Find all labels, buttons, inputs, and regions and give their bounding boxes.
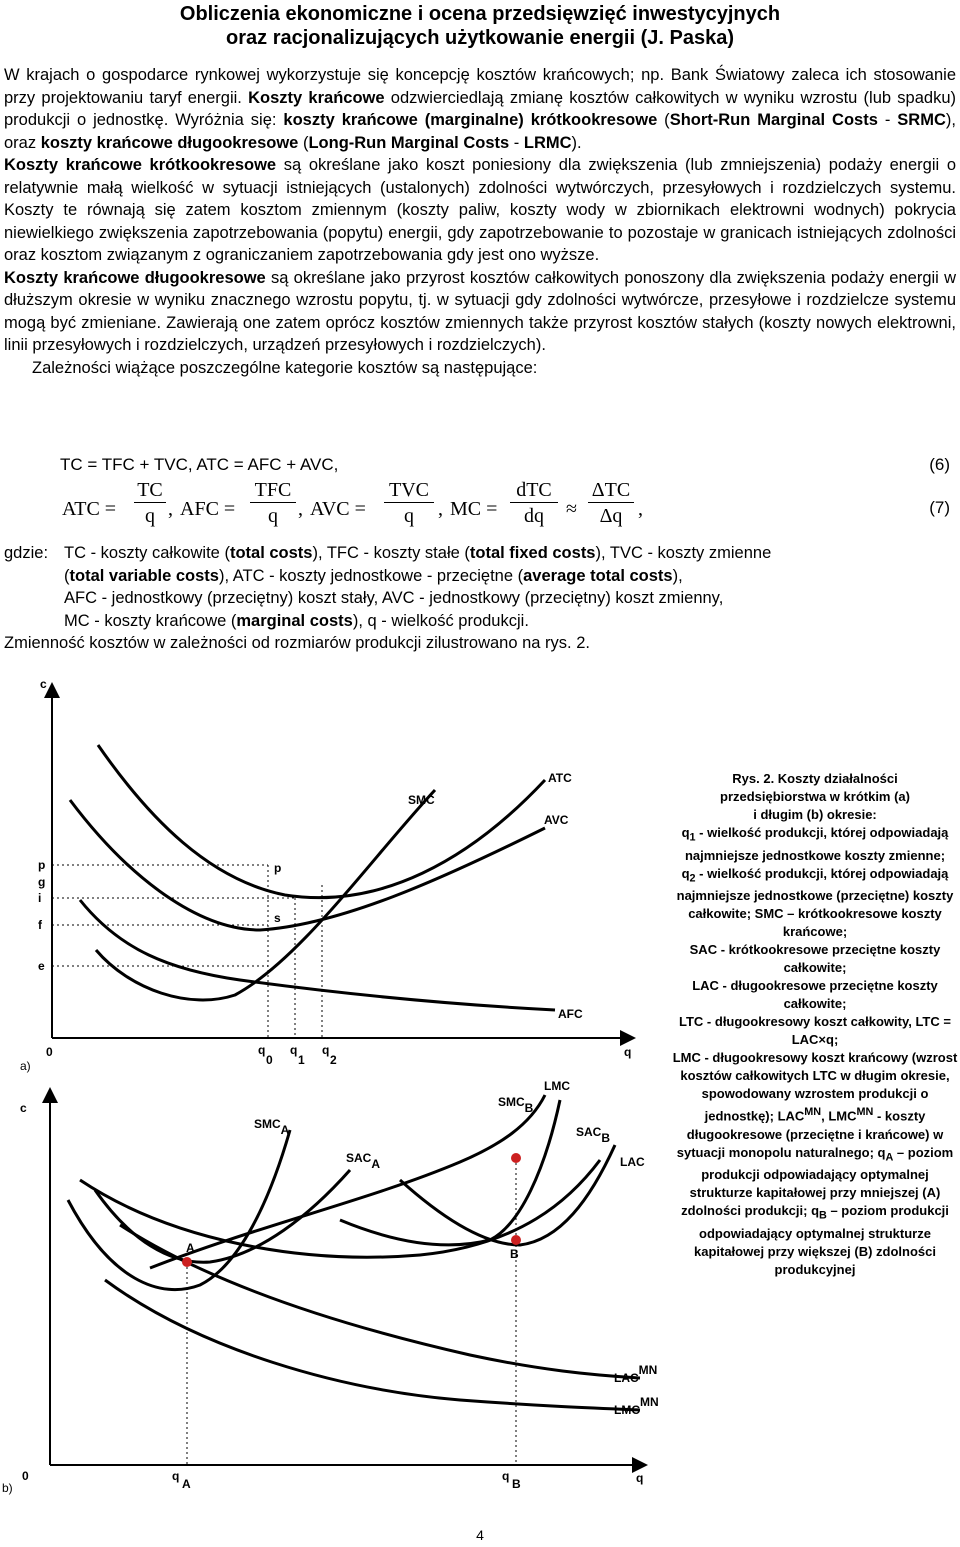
label-lac: LAC [620,1155,645,1169]
svg-text:p: p [38,858,46,872]
avc-label: AVC = [310,498,366,520]
fig-a-y-label: c [40,677,47,691]
paragraph-2: Koszty krańcowe krótkookresowe są określane jako koszt poniesiony dla zwiększenia (lub zmniejszenia) podaży energii o relatywnie małą wielkość w sytuacji istniejących (ustalonych) zdolności wytwórczych, przesyłowych i rozdzielczych systemu. Koszty te równają się zatem kosztom zmiennym (koszty paliw, koszty wody w zbiornikach elektrowni wodnych) pokrycia niewielkiego zwiększenia zapotrzebowania (popytu) energii, gdy zapotrzebowanie to pozostaje w granicach istniejących zdolności oraz kosztom związanym z ograniczaniem zapotrzebowania gdy jest ono wyższe. [4,156,956,264]
fig-b-y-label: c [20,1101,27,1115]
formula-7: ATC = $\frac{TC}{q}$ , AFC = TFC q , AVC = TVC q , MC = dTC dq ≈ ΔTC Δq , (7) [62,479,950,527]
definition-row-1: gdzie: TC - koszty całkowite (total costs), TFC - koszty stałe (total fixed costs), TVC - koszty zmienne [4,542,956,565]
svg-text:0: 0 [266,1053,273,1067]
figure-b [2,1079,659,1495]
formula-7-number: (7) [929,498,950,517]
point-b-upper-marker [511,1153,521,1163]
fig-a-origin: 0 [46,1045,53,1059]
label-lmc-mn: LMCMN [614,1395,659,1417]
approx-sign: ≈ [566,498,577,520]
fig-a-panel-label: a) [20,1059,31,1073]
fig-b-panel-label: b) [2,1481,13,1495]
afc-label: AFC = [180,498,236,520]
title-line-1: Obliczenia ekonomiczne i ocena przedsięwzięć inwestycyjnych [179,3,781,25]
tc-over-q: $\frac{TC}{q}$ [134,478,166,529]
label-sac-a: SACA [346,1151,381,1171]
svg-text:1: 1 [298,1053,305,1067]
fig-b-origin: 0 [22,1469,29,1483]
x-qa: q [172,1469,180,1483]
label-afc: AFC [558,1007,583,1021]
definition-row-4: MC - koszty krańcowe (marginal costs), q - wielkość produkcji. [64,611,529,630]
definitions-lead: gdzie: [4,544,49,562]
label-atc: ATC [548,771,572,785]
lac-mn-curve [120,1225,640,1378]
svg-text:g: g [38,875,46,889]
figure-intro: Zmienność kosztów w zależności od rozmiarów produkcji zilustrowano na rys. 2. [4,634,590,653]
atc-label: ATC = [62,498,117,520]
tvc-over-q: TVC q [384,478,434,529]
point-a-marker [182,1257,192,1267]
x-q1: q [290,1043,298,1057]
point-a-label: A [186,1241,195,1255]
figure-caption: Rys. 2. Koszty działalności przedsiębiorstwa w krótkim (a) i długim (b) okresie: $q_1$ - wielkość produkcji, której odpowiadają najmniejsze jednostkowe koszty zmienne; $q_2$ - wielkość produkcji, której odpowiadają najmniejsze jednostkowe (przeciętne) koszty całkowite; SMC – krótkookresowe koszty krańcowe; SAC - krótkookresowe przeciętne koszty całkowite; LAC - długookresowe przeciętne koszty całkowite; LTC - długookresowy koszt całkowity, LTC = LAC×q; LMC - długookresowy koszt krańcowy (wzrost kosztów całkowitych LTC w długim okresie, spowodowany wzrostem produkcji o jednostkę); $LAC^{MN}$, $LMC^{MN}$ - koszty długookresowe (przeciętne i krańcowe) w sytuacji monopolu naturalnego; $q_A$ – poziom produkcji odpowiadający optymalnej strukturze kapitałowej przy mniejszej (A) zdolności produkcji; $q_B$ – poziom produkcji odpowiadający optymalnej strukturze kapitałowej przy większej (B) zdolności produkcyjnej [672,771,958,1277]
page-number: 4 [476,1527,484,1543]
smc-a-curve [68,1130,290,1290]
delta-tc-over-delta-q: ΔTC Δq [588,478,634,529]
svg-text:i: i [38,891,42,905]
afc-curve [80,900,555,1010]
title-line-2: oraz racjonalizujących użytkowanie energii (J. Paska) [226,27,734,49]
sac-a-curve [95,1170,350,1262]
label-lmc: LMC [544,1079,570,1093]
fig-a-x-label: q [624,1045,632,1059]
svg-text:f: f [38,918,42,932]
mc-label: MC = [450,498,498,520]
label-smc: SMC [408,793,435,807]
fig-b-x-label: q [636,1471,644,1485]
paragraph-1: W krajach o gospodarce rynkowej wykorzystuje się koncepcję kosztów krańcowych; np. Bank Światowy zaleca ich stosowanie przy projektowaniu taryf energii. Koszty krańcowe odzwierciedlają zmianę kosztów całkowitych w wyniku wzrostu (lub spadku) produkcji o jednostkę. Wyróżnia się: koszty krańcowe (marginalne) krótkookresowe (Short-Run Marginal Costs - SRMC), oraz koszty krańcowe długookresowe (Long-Run Marginal Costs - LRMC). [4,66,957,152]
point-s: s [274,911,281,925]
x-qb: q [502,1469,510,1483]
tfc-over-q: TFC q [250,478,296,529]
label-smc-a: SMCA [254,1117,290,1137]
smc-curve [96,790,435,1000]
dtc-over-dq: dTC dq [510,478,558,529]
definition-row-2: (total variable costs), ATC - koszty jednostkowe - przeciętne (average total costs), [64,566,683,585]
svg-text:2: 2 [330,1053,337,1067]
svg-text:B: B [512,1477,521,1491]
sac-b-curve [400,1145,615,1245]
figure-a [20,677,631,1073]
label-lac-mn: LACMN [614,1363,658,1385]
point-p: p [274,861,282,875]
definition-row-3: AFC - jednostkowy (przeciętny) koszt stały, AVC - jednostkowy (przeciętny) koszt zmienny, [64,589,724,608]
point-b-label: B [510,1247,519,1261]
label-sac-b: SACB [576,1125,611,1145]
paragraph-4: Zależności wiążące poszczególne kategorie kosztów są następujące: [32,358,538,377]
lmc-mn-curve [105,1280,640,1410]
atc-curve [98,745,545,898]
svg-text:A: A [182,1477,191,1491]
x-q2: q [322,1043,330,1057]
point-b-marker [511,1235,521,1245]
label-smc-b: SMCB [498,1095,534,1115]
avc-curve [70,800,545,930]
svg-text:e: e [38,959,45,973]
formula-6-number: (6) [929,455,950,474]
label-avc: AVC [544,813,569,827]
paragraph-3: Koszty krańcowe długookresowe są określane jako przyrost kosztów całkowitych ponoszony dla zwiększenia podaży energii w dłuższym okresie w wyniku znacznego wzrostu popytu, tj. w sytuacji gdy zdolności wytwórcze, przesyłowe i rozdzielcze systemu mogą być zmieniane. Zawierają one zatem oprócz kosztów zmiennych także przyrost kosztów stałych (koszty nowych elektrowni, linii przesyłowych i rozdzielczych, urządzeń przesyłowych i rozdzielczych). [4,268,957,354]
x-q0: q [258,1043,266,1057]
formula-6-text: TC = TFC + TVC, ATC = AFC + AVC, [60,455,339,474]
